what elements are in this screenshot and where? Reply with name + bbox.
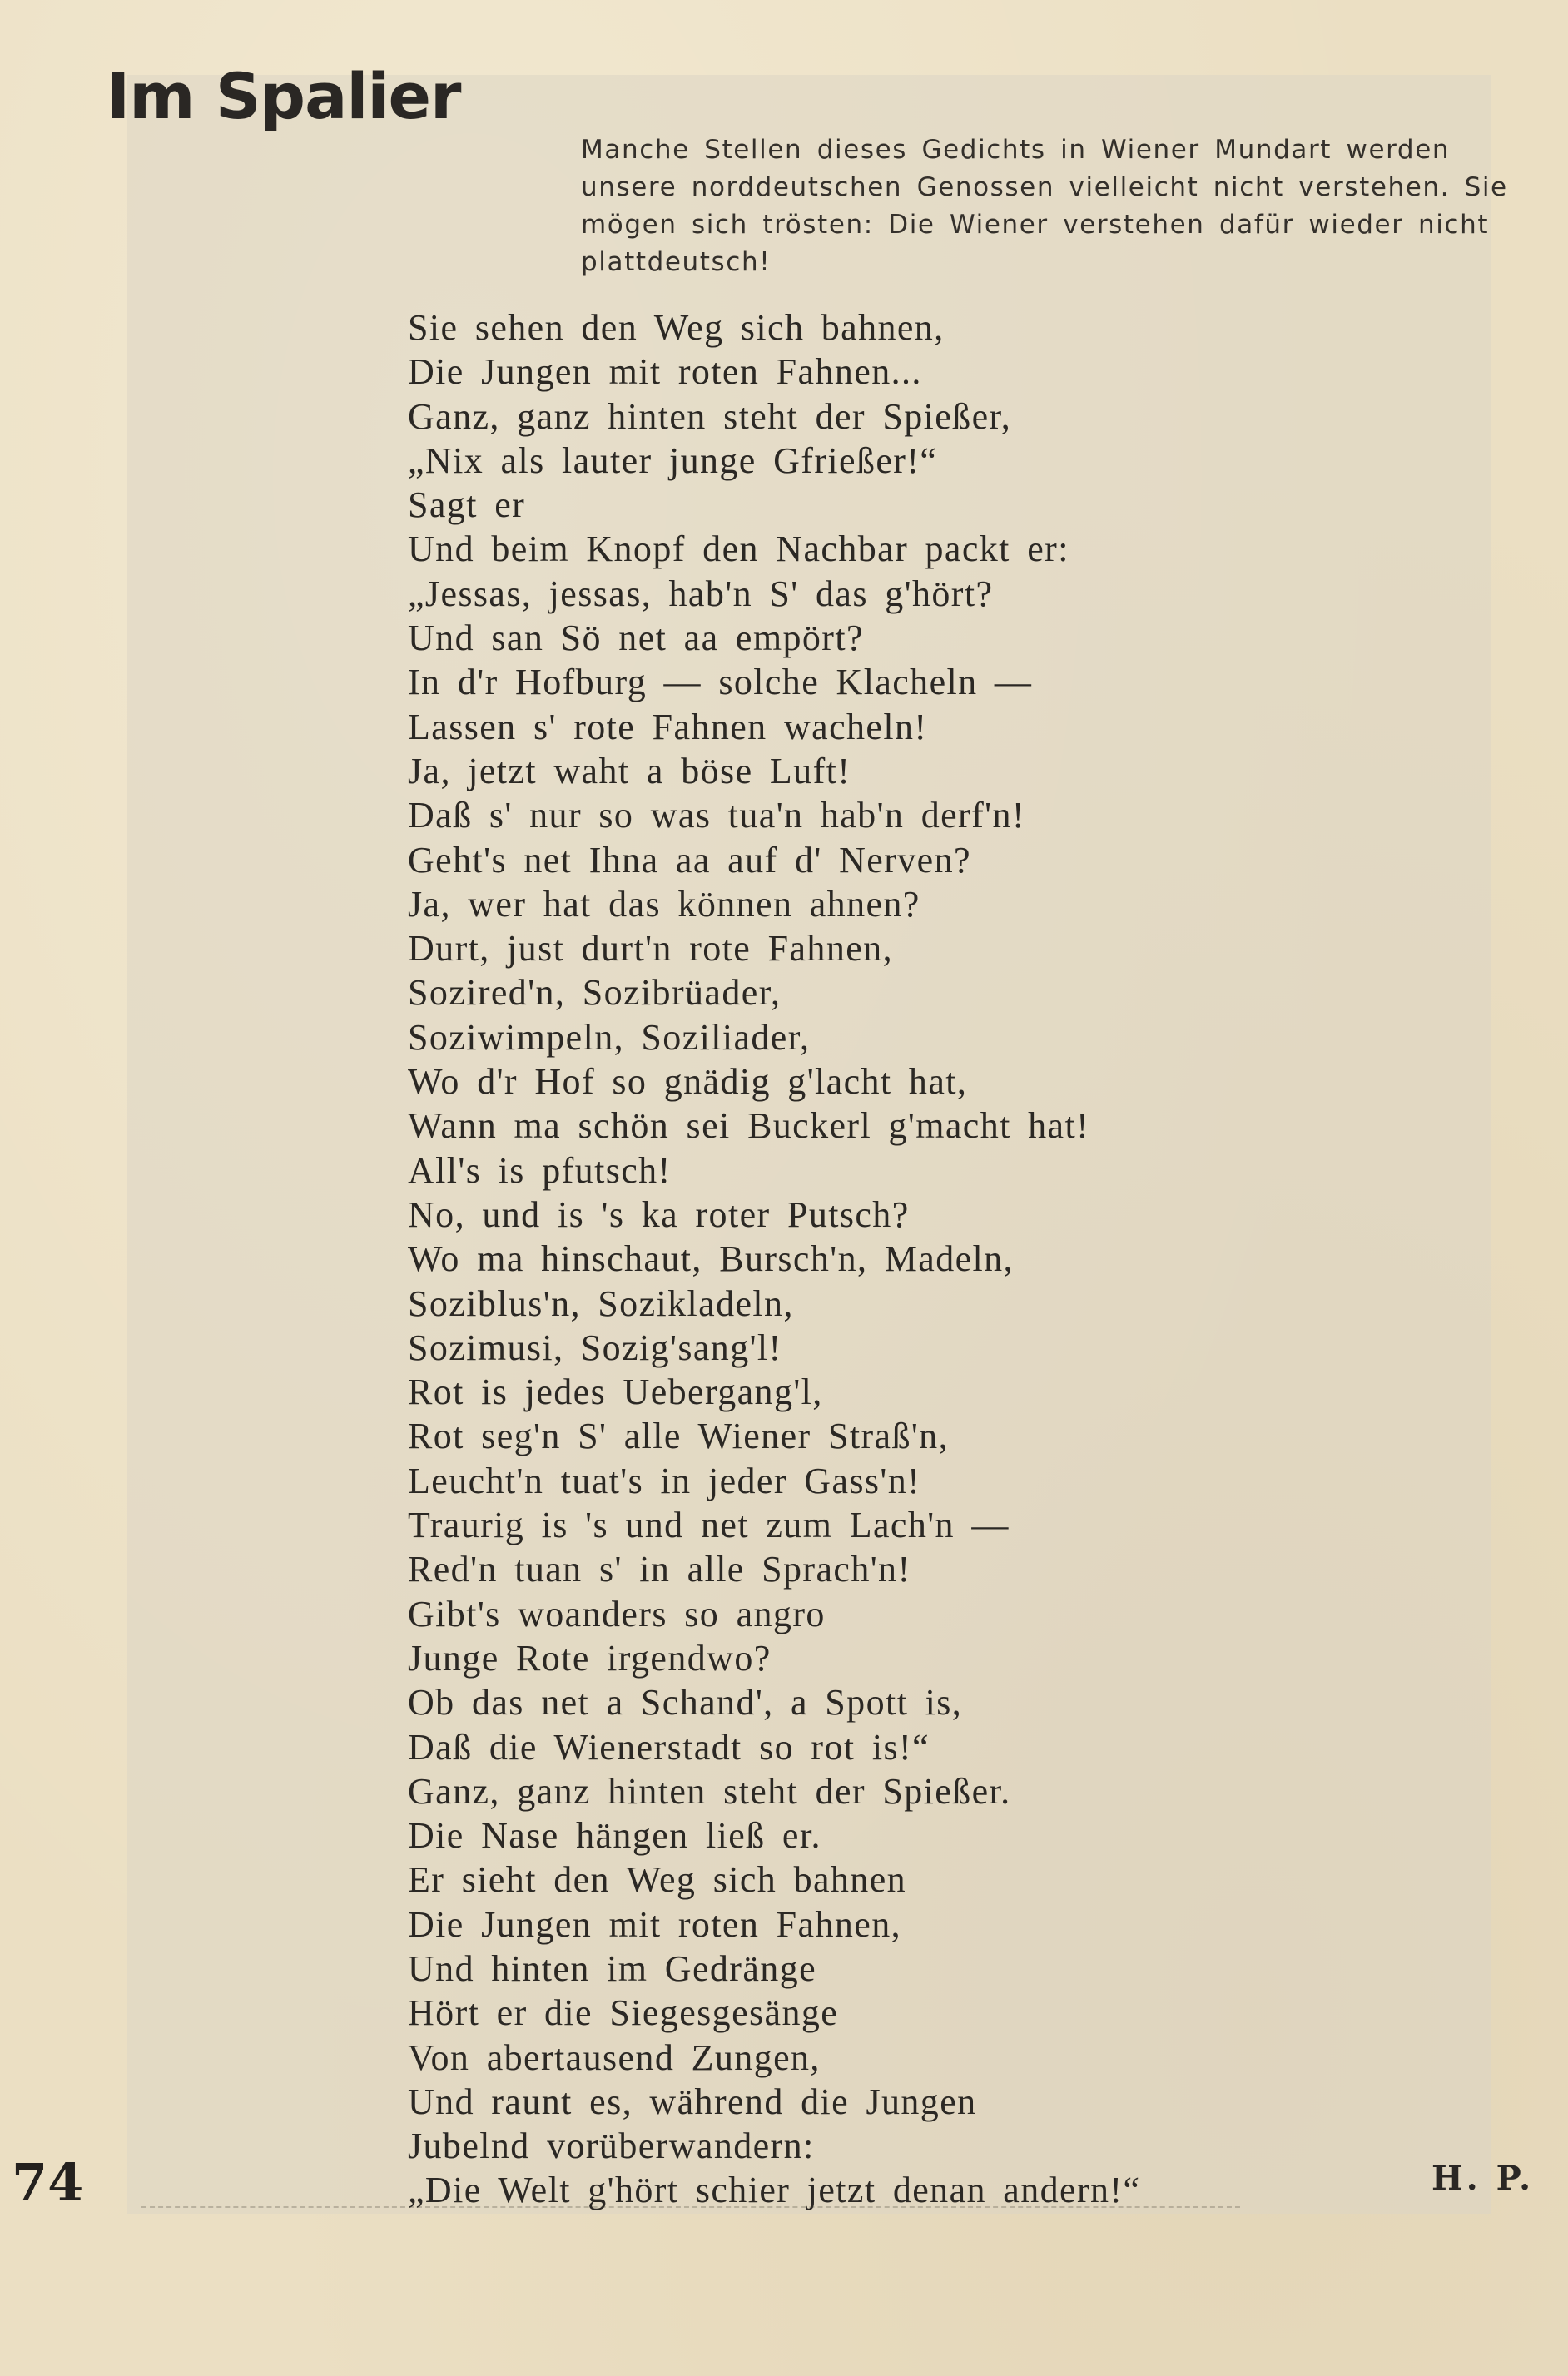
poem-title: Im Spalier [107, 59, 461, 133]
poem-line: Sie sehen den Weg sich bahnen, [408, 307, 945, 348]
poem-line: Die Nase hängen ließ er. [408, 1815, 821, 1857]
poem-line: Soziwimpeln, Soziliader, [408, 1016, 811, 1058]
poem-line: „Nix als lauter junge Gfrießer!“ [408, 439, 938, 481]
poem-line: Geht's net Ihna aa auf d' Nerven? [408, 839, 971, 880]
poem-line: Und san Sö net aa empört? [408, 618, 864, 659]
poem-line: Junge Rote irgendwo? [408, 1637, 772, 1679]
poem-line: Ganz, ganz hinten steht der Spießer. [408, 1770, 1011, 1812]
poem-line: Ganz, ganz hinten steht der Spießer, [408, 395, 1012, 437]
poem-line: Und hinten im Gedränge [408, 1947, 817, 1989]
poem-line: Leucht'n tuat's in jeder Gass'n! [408, 1460, 921, 1501]
poem-line: „Die Welt g'hört schier jetzt denan andern!“ [408, 2170, 1141, 2211]
poem-line: Ja, wer hat das können ahnen? [408, 883, 920, 925]
editorial-note: Manche Stellen dieses Gedichts in Wiener Mundart werden unsere norddeutschen Genossen vielleicht nicht verstehen. Sie mögen sich trösten: Die Wiener verstehen dafür wieder nicht plattdeutsch! [581, 135, 1508, 277]
poem-line: Sozired'n, Sozibrüader, [408, 972, 782, 1014]
poem-line: Von abertausend Zungen, [408, 2036, 821, 2078]
poem-line: Und beim Knopf den Nachbar packt er: [408, 528, 1069, 570]
poem-line: Lassen s' rote Fahnen wacheln! [408, 706, 928, 747]
poem-body [408, 305, 1140, 2213]
poem-line: „Jessas, jessas, hab'n S' das g'hört? [408, 573, 994, 614]
poem-line: Er sieht den Weg sich bahnen [408, 1859, 907, 1901]
poem-line: Wo ma hinschaut, Bursch'n, Madeln, [408, 1238, 1014, 1280]
poem-line: Wann ma schön sei Buckerl g'macht hat! [408, 1105, 1090, 1147]
poem-line: Ja, jetzt waht a böse Luft! [408, 750, 851, 791]
bottom-rule [141, 2206, 1240, 2208]
author-initials: H. P. [1432, 2159, 1535, 2198]
poem-line: Soziblus'n, Sozikladeln, [408, 1282, 794, 1324]
poem-line: All's is pfutsch! [408, 1149, 672, 1191]
poem-line: Die Jungen mit roten Fahnen, [408, 1903, 901, 1945]
poem-line: Die Jungen mit roten Fahnen... [408, 351, 922, 393]
poem-line: Hört er die Siegesgesänge [408, 1992, 839, 2034]
poem-line: Durt, just durt'n rote Fahnen, [408, 928, 893, 970]
poem-line: Gibt's woanders so angro [408, 1593, 826, 1634]
poem-line: Red'n tuan s' in alle Sprach'n! [408, 1549, 911, 1590]
poem-line: No, und is 's ka roter Putsch? [408, 1193, 910, 1235]
poem-line: Wo d'r Hof so gnädig g'lacht hat, [408, 1061, 968, 1103]
poem-line: Sagt er [408, 484, 526, 526]
poem-line: Rot is jedes Uebergang'l, [408, 1372, 823, 1413]
poem-line: Sozimusi, Sozig'sang'l! [408, 1327, 782, 1368]
poem-line: Jubelnd vorüberwandern: [408, 2126, 815, 2167]
poem-line: Daß s' nur so was tua'n hab'n derf'n! [408, 795, 1025, 836]
poem-line: In d'r Hofburg — solche Klacheln — [408, 662, 1033, 703]
page-number: 74 [12, 2152, 84, 2213]
poem-line: Und raunt es, während die Jungen [408, 2081, 977, 2122]
poem-line: Rot seg'n S' alle Wiener Straß'n, [408, 1416, 949, 1457]
poem-line: Daß die Wienerstadt so rot is!“ [408, 1726, 930, 1768]
poem-line: Ob das net a Schand', a Spott is, [408, 1682, 963, 1724]
poem-line: Traurig is 's und net zum Lach'n — [408, 1505, 1010, 1546]
